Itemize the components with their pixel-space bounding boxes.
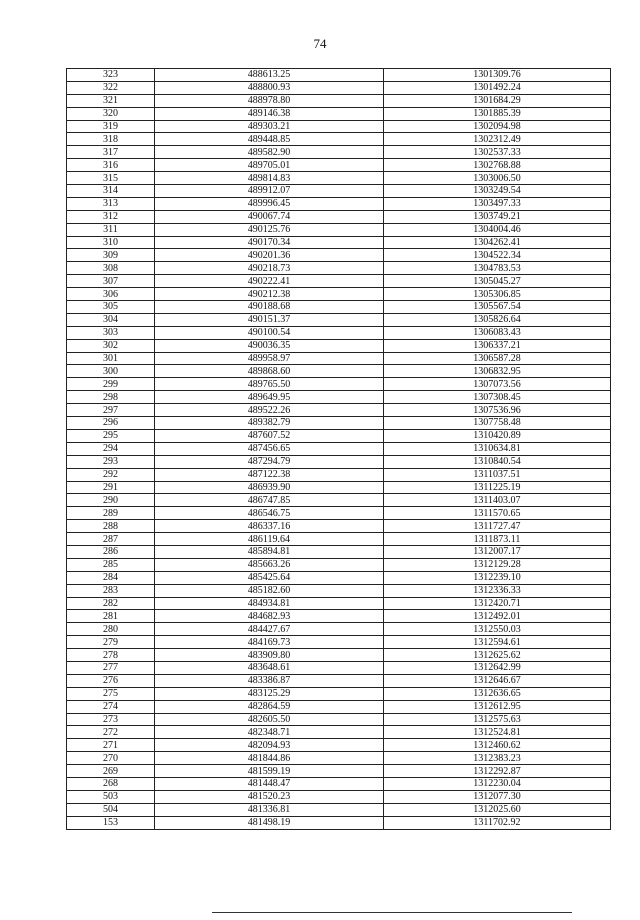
- point-number-cell: 297: [67, 404, 155, 417]
- table-row: [67, 520, 611, 533]
- point-number-cell: 294: [67, 442, 155, 455]
- y-coordinate-cell: 1306832.95: [384, 365, 611, 378]
- table-row: [67, 262, 611, 275]
- table-row: [67, 288, 611, 301]
- table-row: [67, 365, 611, 378]
- y-coordinate-cell: 1301684.29: [384, 94, 611, 107]
- y-coordinate-cell: 1312230.04: [384, 777, 611, 790]
- point-number-cell: 310: [67, 236, 155, 249]
- y-coordinate-cell: 1304522.34: [384, 249, 611, 262]
- table-row: [67, 326, 611, 339]
- table-row: [67, 687, 611, 700]
- y-coordinate-cell: 1312383.23: [384, 752, 611, 765]
- point-number-cell: 299: [67, 378, 155, 391]
- y-coordinate-cell: 1302094.98: [384, 120, 611, 133]
- point-number-cell: 283: [67, 584, 155, 597]
- y-coordinate-cell: 1312007.17: [384, 545, 611, 558]
- point-number-cell: 303: [67, 326, 155, 339]
- y-coordinate-cell: 1310840.54: [384, 455, 611, 468]
- point-number-cell: 323: [67, 69, 155, 82]
- x-coordinate-cell: 490222.41: [155, 275, 384, 288]
- y-coordinate-cell: 1311225.19: [384, 481, 611, 494]
- point-number-cell: 293: [67, 455, 155, 468]
- point-number-cell: 306: [67, 288, 155, 301]
- point-number-cell: 322: [67, 81, 155, 94]
- y-coordinate-cell: 1312492.01: [384, 610, 611, 623]
- table-row: [67, 507, 611, 520]
- table-row: [67, 81, 611, 94]
- y-coordinate-cell: 1306587.28: [384, 352, 611, 365]
- y-coordinate-cell: 1312077.30: [384, 790, 611, 803]
- x-coordinate-cell: 485663.26: [155, 558, 384, 571]
- y-coordinate-cell: 1311702.92: [384, 816, 611, 829]
- table-row: [67, 494, 611, 507]
- x-coordinate-cell: 486747.85: [155, 494, 384, 507]
- table-row: [67, 391, 611, 404]
- point-number-cell: 312: [67, 210, 155, 223]
- y-coordinate-cell: 1311037.51: [384, 468, 611, 481]
- y-coordinate-cell: 1305045.27: [384, 275, 611, 288]
- x-coordinate-cell: 487607.52: [155, 429, 384, 442]
- x-coordinate-cell: 484682.93: [155, 610, 384, 623]
- x-coordinate-cell: 487456.65: [155, 442, 384, 455]
- table-row: [67, 584, 611, 597]
- table-row: [67, 597, 611, 610]
- y-coordinate-cell: 1302537.33: [384, 146, 611, 159]
- point-number-cell: 321: [67, 94, 155, 107]
- point-number-cell: 315: [67, 172, 155, 185]
- y-coordinate-cell: 1312550.03: [384, 623, 611, 636]
- point-number-cell: 504: [67, 803, 155, 816]
- x-coordinate-cell: 486337.16: [155, 520, 384, 533]
- y-coordinate-cell: 1305306.85: [384, 288, 611, 301]
- y-coordinate-cell: 1306083.43: [384, 326, 611, 339]
- y-coordinate-cell: 1304783.53: [384, 262, 611, 275]
- y-coordinate-cell: 1304262.41: [384, 236, 611, 249]
- table-row: [67, 442, 611, 455]
- table-row: [67, 739, 611, 752]
- x-coordinate-cell: 489522.26: [155, 404, 384, 417]
- point-number-cell: 287: [67, 533, 155, 546]
- y-coordinate-cell: 1310420.89: [384, 429, 611, 442]
- table-row: [67, 545, 611, 558]
- x-coordinate-cell: 490212.38: [155, 288, 384, 301]
- point-number-cell: 305: [67, 301, 155, 314]
- point-number-cell: 295: [67, 429, 155, 442]
- y-coordinate-cell: 1307073.56: [384, 378, 611, 391]
- x-coordinate-cell: 485425.64: [155, 571, 384, 584]
- y-coordinate-cell: 1304004.46: [384, 223, 611, 236]
- coordinates-table-body: [67, 69, 611, 830]
- table-row: [67, 649, 611, 662]
- point-number-cell: 290: [67, 494, 155, 507]
- x-coordinate-cell: 484169.73: [155, 636, 384, 649]
- x-coordinate-cell: 489146.38: [155, 107, 384, 120]
- point-number-cell: 311: [67, 223, 155, 236]
- table-row: [67, 301, 611, 314]
- x-coordinate-cell: 482864.59: [155, 700, 384, 713]
- table-row: [67, 94, 611, 107]
- table-row: [67, 700, 611, 713]
- x-coordinate-cell: 486546.75: [155, 507, 384, 520]
- point-number-cell: 302: [67, 339, 155, 352]
- point-number-cell: 503: [67, 790, 155, 803]
- x-coordinate-cell: 490218.73: [155, 262, 384, 275]
- x-coordinate-cell: 489705.01: [155, 159, 384, 172]
- point-number-cell: 313: [67, 197, 155, 210]
- table-row: [67, 339, 611, 352]
- table-row: [67, 172, 611, 185]
- table-row: [67, 107, 611, 120]
- point-number-cell: 270: [67, 752, 155, 765]
- table-row: [67, 481, 611, 494]
- x-coordinate-cell: 488978.80: [155, 94, 384, 107]
- x-coordinate-cell: 481599.19: [155, 765, 384, 778]
- x-coordinate-cell: 489814.83: [155, 172, 384, 185]
- y-coordinate-cell: 1312239.10: [384, 571, 611, 584]
- x-coordinate-cell: 485182.60: [155, 584, 384, 597]
- table-row: [67, 803, 611, 816]
- x-coordinate-cell: 489765.50: [155, 378, 384, 391]
- table-row: [67, 133, 611, 146]
- point-number-cell: 286: [67, 545, 155, 558]
- table-row: [67, 674, 611, 687]
- y-coordinate-cell: 1311570.65: [384, 507, 611, 520]
- x-coordinate-cell: 486119.64: [155, 533, 384, 546]
- point-number-cell: 276: [67, 674, 155, 687]
- x-coordinate-cell: 489868.60: [155, 365, 384, 378]
- table-row: [67, 726, 611, 739]
- y-coordinate-cell: 1301309.76: [384, 69, 611, 82]
- point-number-cell: 282: [67, 597, 155, 610]
- y-coordinate-cell: 1312642.99: [384, 661, 611, 674]
- y-coordinate-cell: 1307758.48: [384, 417, 611, 430]
- point-number-cell: 273: [67, 713, 155, 726]
- y-coordinate-cell: 1312636.65: [384, 687, 611, 700]
- x-coordinate-cell: 489303.21: [155, 120, 384, 133]
- y-coordinate-cell: 1311403.07: [384, 494, 611, 507]
- table-row: [67, 120, 611, 133]
- table-row: [67, 223, 611, 236]
- page-number: 74: [313, 36, 327, 51]
- point-number-cell: 153: [67, 816, 155, 829]
- x-coordinate-cell: 489448.85: [155, 133, 384, 146]
- table-row: [67, 146, 611, 159]
- point-number-cell: 320: [67, 107, 155, 120]
- table-row: [67, 159, 611, 172]
- table-row: [67, 455, 611, 468]
- x-coordinate-cell: 481844.86: [155, 752, 384, 765]
- x-coordinate-cell: 484427.67: [155, 623, 384, 636]
- table-row: [67, 533, 611, 546]
- table-row: [67, 468, 611, 481]
- x-coordinate-cell: 481336.81: [155, 803, 384, 816]
- y-coordinate-cell: 1312625.62: [384, 649, 611, 662]
- y-coordinate-cell: 1312420.71: [384, 597, 611, 610]
- table-row: [67, 623, 611, 636]
- x-coordinate-cell: 490067.74: [155, 210, 384, 223]
- y-coordinate-cell: 1312594.61: [384, 636, 611, 649]
- point-number-cell: 296: [67, 417, 155, 430]
- x-coordinate-cell: 490188.68: [155, 301, 384, 314]
- y-coordinate-cell: 1312524.81: [384, 726, 611, 739]
- coordinates-table: [66, 68, 611, 830]
- x-coordinate-cell: 481520.23: [155, 790, 384, 803]
- table-row: [67, 765, 611, 778]
- y-coordinate-cell: 1307308.45: [384, 391, 611, 404]
- x-coordinate-cell: 490100.54: [155, 326, 384, 339]
- y-coordinate-cell: 1312292.87: [384, 765, 611, 778]
- point-number-cell: 298: [67, 391, 155, 404]
- x-coordinate-cell: 490201.36: [155, 249, 384, 262]
- table-row: [67, 713, 611, 726]
- table-row: [67, 558, 611, 571]
- table-row: [67, 417, 611, 430]
- x-coordinate-cell: 483125.29: [155, 687, 384, 700]
- y-coordinate-cell: 1311727.47: [384, 520, 611, 533]
- point-number-cell: 304: [67, 313, 155, 326]
- x-coordinate-cell: 488800.93: [155, 81, 384, 94]
- table-row: [67, 429, 611, 442]
- point-number-cell: 284: [67, 571, 155, 584]
- table-row: [67, 197, 611, 210]
- table-row: [67, 816, 611, 829]
- point-number-cell: 318: [67, 133, 155, 146]
- point-number-cell: 288: [67, 520, 155, 533]
- y-coordinate-cell: 1305826.64: [384, 313, 611, 326]
- y-coordinate-cell: 1306337.21: [384, 339, 611, 352]
- y-coordinate-cell: 1312129.28: [384, 558, 611, 571]
- point-number-cell: 308: [67, 262, 155, 275]
- y-coordinate-cell: 1310634.81: [384, 442, 611, 455]
- table-row: [67, 378, 611, 391]
- x-coordinate-cell: 490125.76: [155, 223, 384, 236]
- y-coordinate-cell: 1303249.54: [384, 185, 611, 198]
- y-coordinate-cell: 1311873.11: [384, 533, 611, 546]
- table-row: [67, 571, 611, 584]
- x-coordinate-cell: 484934.81: [155, 597, 384, 610]
- point-number-cell: 300: [67, 365, 155, 378]
- x-coordinate-cell: 485894.81: [155, 545, 384, 558]
- x-coordinate-cell: 489382.79: [155, 417, 384, 430]
- table-row: [67, 185, 611, 198]
- y-coordinate-cell: 1302768.88: [384, 159, 611, 172]
- point-number-cell: 277: [67, 661, 155, 674]
- x-coordinate-cell: 486939.90: [155, 481, 384, 494]
- point-number-cell: 279: [67, 636, 155, 649]
- y-coordinate-cell: 1303749.21: [384, 210, 611, 223]
- table-row: [67, 777, 611, 790]
- y-coordinate-cell: 1302312.49: [384, 133, 611, 146]
- table-row: [67, 752, 611, 765]
- x-coordinate-cell: 489958.97: [155, 352, 384, 365]
- y-coordinate-cell: 1303497.33: [384, 197, 611, 210]
- table-row: [67, 210, 611, 223]
- point-number-cell: 317: [67, 146, 155, 159]
- y-coordinate-cell: 1301885.39: [384, 107, 611, 120]
- point-number-cell: 316: [67, 159, 155, 172]
- x-coordinate-cell: 490036.35: [155, 339, 384, 352]
- table-row: [67, 790, 611, 803]
- x-coordinate-cell: 490151.37: [155, 313, 384, 326]
- x-coordinate-cell: 481448.47: [155, 777, 384, 790]
- point-number-cell: 301: [67, 352, 155, 365]
- point-number-cell: 271: [67, 739, 155, 752]
- point-number-cell: 280: [67, 623, 155, 636]
- table-row: [67, 69, 611, 82]
- y-coordinate-cell: 1312612.95: [384, 700, 611, 713]
- point-number-cell: 268: [67, 777, 155, 790]
- y-coordinate-cell: 1312646.67: [384, 674, 611, 687]
- point-number-cell: 292: [67, 468, 155, 481]
- point-number-cell: 269: [67, 765, 155, 778]
- table-row: [67, 352, 611, 365]
- y-coordinate-cell: 1312025.60: [384, 803, 611, 816]
- table-row: [67, 610, 611, 623]
- x-coordinate-cell: 489912.07: [155, 185, 384, 198]
- y-coordinate-cell: 1312575.63: [384, 713, 611, 726]
- point-number-cell: 291: [67, 481, 155, 494]
- x-coordinate-cell: 483386.87: [155, 674, 384, 687]
- point-number-cell: 274: [67, 700, 155, 713]
- x-coordinate-cell: 487122.38: [155, 468, 384, 481]
- point-number-cell: 275: [67, 687, 155, 700]
- x-coordinate-cell: 482348.71: [155, 726, 384, 739]
- x-coordinate-cell: 489996.45: [155, 197, 384, 210]
- x-coordinate-cell: 490170.34: [155, 236, 384, 249]
- point-number-cell: 307: [67, 275, 155, 288]
- footer-rule: [212, 912, 572, 913]
- y-coordinate-cell: 1303006.50: [384, 172, 611, 185]
- y-coordinate-cell: 1305567.54: [384, 301, 611, 314]
- point-number-cell: 319: [67, 120, 155, 133]
- x-coordinate-cell: 489649.95: [155, 391, 384, 404]
- table-row: [67, 275, 611, 288]
- table-row: [67, 236, 611, 249]
- table-row: [67, 636, 611, 649]
- point-number-cell: 272: [67, 726, 155, 739]
- point-number-cell: 281: [67, 610, 155, 623]
- x-coordinate-cell: 488613.25: [155, 69, 384, 82]
- y-coordinate-cell: 1307536.96: [384, 404, 611, 417]
- x-coordinate-cell: 481498.19: [155, 816, 384, 829]
- x-coordinate-cell: 482094.93: [155, 739, 384, 752]
- table-row: [67, 249, 611, 262]
- point-number-cell: 309: [67, 249, 155, 262]
- table-row: [67, 313, 611, 326]
- x-coordinate-cell: 483648.61: [155, 661, 384, 674]
- y-coordinate-cell: 1312336.33: [384, 584, 611, 597]
- x-coordinate-cell: 483909.80: [155, 649, 384, 662]
- y-coordinate-cell: 1312460.62: [384, 739, 611, 752]
- table-row: [67, 404, 611, 417]
- x-coordinate-cell: 482605.50: [155, 713, 384, 726]
- point-number-cell: 314: [67, 185, 155, 198]
- y-coordinate-cell: 1301492.24: [384, 81, 611, 94]
- table-row: [67, 661, 611, 674]
- point-number-cell: 289: [67, 507, 155, 520]
- x-coordinate-cell: 487294.79: [155, 455, 384, 468]
- point-number-cell: 285: [67, 558, 155, 571]
- point-number-cell: 278: [67, 649, 155, 662]
- x-coordinate-cell: 489582.90: [155, 146, 384, 159]
